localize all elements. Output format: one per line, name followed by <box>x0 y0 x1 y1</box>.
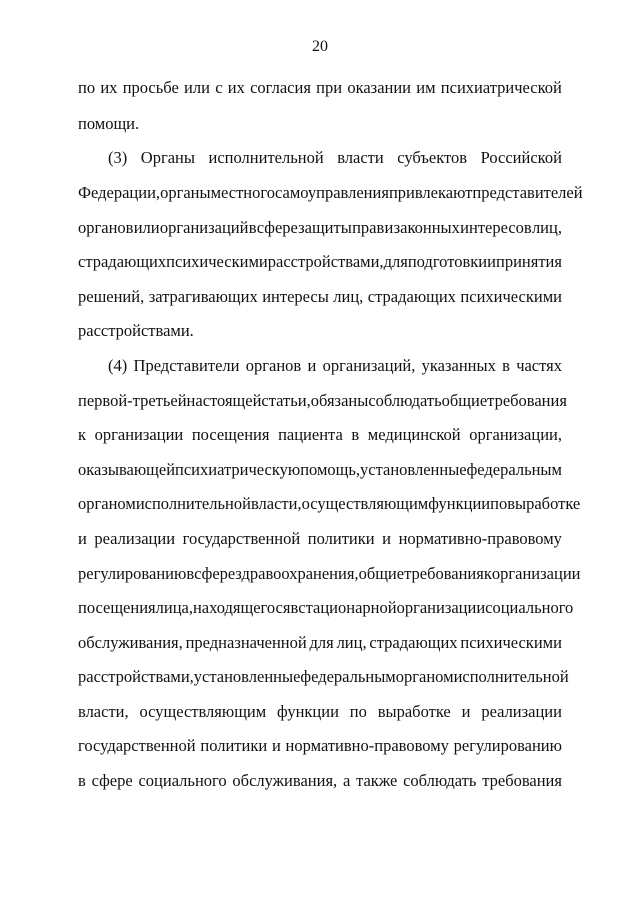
word: обслуживания, <box>78 633 183 652</box>
word: и <box>461 702 471 721</box>
word: органов <box>245 356 302 375</box>
word: расстройствами, <box>267 252 384 271</box>
word: помощь, <box>300 460 361 479</box>
word: установленные <box>193 667 301 686</box>
word: по <box>78 78 96 97</box>
word: исполнительной <box>135 494 251 513</box>
word: организации <box>491 564 581 583</box>
word: власти, <box>250 494 302 513</box>
word: оказании <box>347 78 412 97</box>
word: в <box>502 356 510 375</box>
word: и <box>271 736 281 755</box>
word: для <box>383 252 408 271</box>
text-line <box>78 114 562 134</box>
text-line <box>78 564 581 584</box>
word: в <box>78 771 86 790</box>
word: находящегося <box>192 598 291 617</box>
word: установленные <box>360 460 467 479</box>
word: реализации <box>94 529 176 548</box>
word: Органы <box>140 148 195 167</box>
word: сфере <box>256 218 298 237</box>
page-number: 20 <box>312 38 328 55</box>
word: сфере <box>194 564 236 583</box>
word: психиатрическую <box>175 460 301 479</box>
text-line <box>108 356 562 376</box>
word: пациента <box>278 425 343 444</box>
word: нормативно-правовому <box>285 736 449 755</box>
word: стационарной <box>298 598 397 617</box>
word: к <box>78 425 87 444</box>
text-line <box>78 667 569 687</box>
word: принятия <box>496 252 562 271</box>
word: самоуправления <box>274 183 389 202</box>
word: а <box>342 771 351 790</box>
word: исполнительной <box>208 148 324 167</box>
word: прав <box>352 218 385 237</box>
word: общие <box>358 564 405 583</box>
word: их <box>227 78 245 97</box>
word: выработке <box>507 494 581 513</box>
word: реализации <box>481 702 562 721</box>
word: и <box>384 218 394 237</box>
word: их <box>100 78 118 97</box>
word: федеральным <box>300 667 396 686</box>
word: при <box>316 78 343 97</box>
word: интересы <box>262 287 329 306</box>
word: социального <box>485 598 574 617</box>
word: привлекают <box>388 183 473 202</box>
text-line <box>108 148 562 168</box>
word: подготовки <box>407 252 488 271</box>
word: просьбе <box>122 78 179 97</box>
word: соблюдать <box>368 391 442 410</box>
word: защиты <box>298 218 352 237</box>
word: государственной <box>182 529 301 548</box>
word: сфере <box>91 771 133 790</box>
word: и <box>382 529 392 548</box>
word: помощи. <box>78 114 140 133</box>
word: к <box>483 564 492 583</box>
word: функции <box>428 494 491 513</box>
text-line <box>78 425 562 445</box>
word: общие <box>441 391 488 410</box>
word: и <box>487 252 496 271</box>
word: исполнительной <box>453 667 569 686</box>
word: посещения <box>78 598 156 617</box>
word: психическими <box>460 287 562 306</box>
word: указанных <box>421 356 496 375</box>
text-line <box>78 460 562 480</box>
word: обязаны <box>310 391 369 410</box>
word: требования <box>404 564 484 583</box>
text-line <box>78 529 562 549</box>
word: медицинской <box>367 425 461 444</box>
word: Российской <box>480 148 562 167</box>
word: регулированию <box>453 736 562 755</box>
word: психическими <box>166 252 268 271</box>
word: соблюдать <box>403 771 477 790</box>
word: и <box>307 356 317 375</box>
word: согласия <box>250 78 311 97</box>
text-line <box>78 78 562 98</box>
word: в <box>248 218 257 237</box>
text-line <box>78 183 583 203</box>
word: здравоохранения, <box>235 564 359 583</box>
word: оказывающей <box>78 460 176 479</box>
text-line <box>78 287 562 307</box>
word: третьей <box>132 391 187 410</box>
word: организации <box>94 425 184 444</box>
text-line <box>78 771 562 791</box>
word: лиц, <box>531 218 562 237</box>
word: частях <box>516 356 562 375</box>
text-line <box>78 494 581 514</box>
word: местного <box>210 183 275 202</box>
word: осуществляющим <box>139 702 267 721</box>
word: психическими <box>460 633 562 652</box>
word: расстройствами, <box>78 667 194 686</box>
word: по <box>490 494 508 513</box>
word: осуществляющим <box>301 494 429 513</box>
word: организаций <box>159 218 249 237</box>
word: органы <box>160 183 211 202</box>
word: федеральным <box>466 460 562 479</box>
word: лица, <box>155 598 193 617</box>
word: представителей <box>472 183 583 202</box>
word: в <box>186 564 195 583</box>
word: политики <box>200 736 268 755</box>
word: обслуживания, <box>232 771 338 790</box>
word: страдающих <box>369 633 458 652</box>
word: выработке <box>377 702 451 721</box>
word: государственной <box>78 736 196 755</box>
word: им <box>416 78 436 97</box>
word: требования <box>482 771 562 790</box>
word: решений, <box>78 287 145 306</box>
word: субъектов <box>397 148 468 167</box>
word: в <box>351 425 360 444</box>
text-line <box>78 598 574 618</box>
word: посещения <box>191 425 270 444</box>
word: по <box>349 702 367 721</box>
word: интересов <box>460 218 532 237</box>
word: органом <box>78 494 136 513</box>
word: с <box>215 78 223 97</box>
word: органом <box>395 667 454 686</box>
word: психиатрической <box>440 78 562 97</box>
text-line <box>78 321 562 341</box>
word: (3) <box>108 148 128 167</box>
word: Представители <box>133 356 240 375</box>
word: для <box>309 633 334 652</box>
word: лиц, <box>336 633 367 652</box>
word: регулированию <box>78 564 187 583</box>
word: лиц, <box>333 287 364 306</box>
word: власти <box>337 148 384 167</box>
word: первой <box>78 391 128 410</box>
word: требования <box>487 391 567 410</box>
word: организации, <box>469 425 562 444</box>
word: в <box>290 598 299 617</box>
word: законных <box>393 218 460 237</box>
word: органов <box>78 218 134 237</box>
text-line <box>78 736 562 756</box>
word: власти, <box>78 702 129 721</box>
word: нормативно-правовому <box>398 529 562 548</box>
text-line <box>78 633 562 653</box>
text-line <box>78 218 562 238</box>
word: страдающих <box>367 287 456 306</box>
word: затрагивающих <box>148 287 258 306</box>
word: - <box>127 391 133 410</box>
word: организации <box>396 598 486 617</box>
word: предназначенной <box>185 633 307 652</box>
word: расстройствами. <box>78 321 194 340</box>
word: настоящей <box>186 391 262 410</box>
text-line <box>78 252 562 272</box>
word: Федерации, <box>78 183 161 202</box>
word: также <box>356 771 398 790</box>
word: функции <box>277 702 339 721</box>
word: (4) <box>108 356 128 375</box>
word: организаций, <box>322 356 416 375</box>
word: статьи, <box>261 391 311 410</box>
word: страдающих <box>78 252 167 271</box>
text-line <box>78 702 562 722</box>
word: или <box>133 218 160 237</box>
word: социального <box>138 771 227 790</box>
word: политики <box>307 529 375 548</box>
word: и <box>78 529 87 548</box>
text-line <box>78 391 567 411</box>
word: или <box>184 78 210 97</box>
